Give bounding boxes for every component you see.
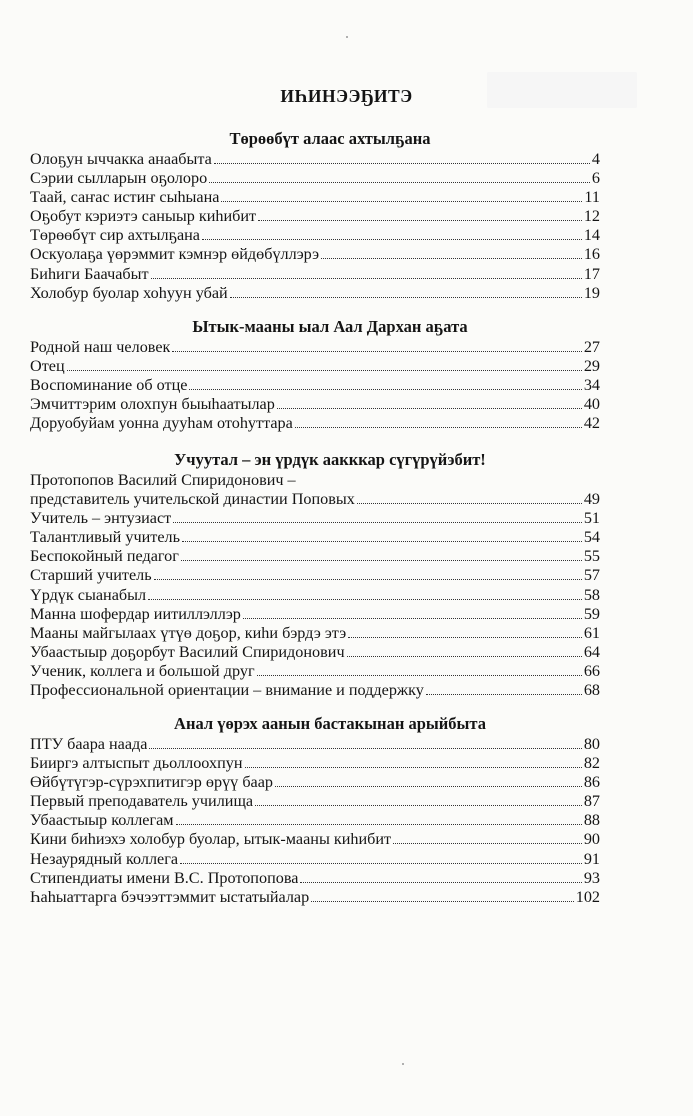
entry-page: 55 <box>583 547 600 566</box>
toc-entry[interactable] <box>30 888 600 907</box>
toc-entry[interactable] <box>30 226 600 245</box>
dot-leader <box>347 656 582 657</box>
entry-title: Эмчиттэрим олохпун быыһаатылар <box>30 395 275 414</box>
entry-title: Манна шофердар иитиллэллэр <box>30 604 241 623</box>
section-heading: Учуутал – эн үрдүк аакккар сүгүрүйэбит! <box>174 450 486 469</box>
entry-page: 80 <box>583 735 600 753</box>
toc-entry[interactable] <box>30 284 600 303</box>
toc-entry[interactable] <box>30 869 600 888</box>
entry-page: 27 <box>583 338 600 356</box>
entry-title: Сэрии сылларын оҕолоро <box>30 169 208 188</box>
toc-entry[interactable] <box>30 681 600 700</box>
toc-entry[interactable] <box>30 830 600 849</box>
entry-page: 88 <box>583 811 600 830</box>
entry-title: Һаһыаттарга бэчээттэммит ыстатыйалар <box>30 887 310 906</box>
toc-entry[interactable] <box>30 169 600 188</box>
dot-leader <box>357 503 582 504</box>
dot-leader <box>348 637 582 638</box>
entry-page: 86 <box>583 773 600 792</box>
toc-entry[interactable] <box>30 605 600 624</box>
entry-title: Стипендиаты имени В.С. Протопопова <box>30 868 299 887</box>
entry-title: Таай, саҥас истиҥ сыһыана <box>30 188 220 207</box>
dot-leader <box>149 748 581 749</box>
toc-entry[interactable] <box>30 528 600 547</box>
dot-leader <box>189 389 581 390</box>
scan-dot <box>346 36 348 38</box>
entry-title: Воспоминание об отце <box>30 376 188 395</box>
entry-title: Оҕобут кэриэтэ саныыр киһибит <box>30 207 257 226</box>
toc-entry[interactable] <box>30 547 600 566</box>
toc-entry[interactable] <box>30 338 600 357</box>
dot-leader <box>209 182 590 183</box>
dot-leader <box>300 882 581 883</box>
entry-page: 102 <box>575 887 600 906</box>
dot-leader <box>173 522 582 523</box>
page-title: ИҺИНЭЭҔИТЭ <box>280 86 413 106</box>
entry-page: 93 <box>583 868 600 887</box>
dot-leader <box>295 427 582 428</box>
entry-title: Биһиги Баачабыт <box>30 264 149 283</box>
toc-entry[interactable] <box>30 662 600 681</box>
entry-title: Олоҕун ыччакка анаабыта <box>30 150 212 168</box>
toc-entry[interactable] <box>30 150 600 169</box>
toc-entry[interactable] <box>30 376 600 395</box>
entry-title: Ученик, коллега и большой друг <box>30 661 255 680</box>
dot-leader <box>181 560 582 561</box>
dot-leader <box>258 220 582 221</box>
toc-entry[interactable] <box>30 509 600 528</box>
dot-leader <box>255 805 582 806</box>
dot-leader <box>214 163 590 164</box>
entry-page: 58 <box>583 585 600 604</box>
entry-page: 64 <box>583 642 600 661</box>
dot-leader <box>67 370 582 371</box>
entry-page: 90 <box>583 830 600 849</box>
entry-page: 61 <box>583 623 600 642</box>
entry-title: Отец <box>30 357 65 376</box>
entry-title: Үрдүк сыанабыл <box>30 585 147 604</box>
entry-title: Мааны майгылаах үтүө доҕор, киһи бэрдэ этэ <box>30 623 347 642</box>
entry-title: Родной наш человек <box>30 338 171 356</box>
entry-title: Беспокойный педагог <box>30 547 179 566</box>
entry-page: 68 <box>583 681 600 700</box>
dot-leader <box>230 297 582 298</box>
toc-entry[interactable] <box>30 207 600 226</box>
toc-entry[interactable] <box>30 265 600 284</box>
dot-leader <box>393 843 582 844</box>
entry-title: Профессиональной ориентации – внимание и поддержку <box>30 681 424 700</box>
toc-entry[interactable] <box>30 490 600 509</box>
entry-page: 91 <box>583 849 600 868</box>
toc-section-2 <box>30 316 600 433</box>
entry-page: 40 <box>583 395 600 414</box>
entry-page: 16 <box>583 245 600 264</box>
toc-entry[interactable] <box>30 188 600 207</box>
entry-title: Доруобуйам уонна дууһам отоһуттара <box>30 414 293 433</box>
entry-title: Незаурядный коллега <box>30 849 179 868</box>
dot-leader <box>180 863 582 864</box>
section-heading: Анал үөрэх аанын бастакынан арыйбыта <box>174 714 486 733</box>
entry-title: Учитель – энтузиаст <box>30 509 172 528</box>
entry-page: 17 <box>583 264 600 283</box>
entry-page: 6 <box>591 169 600 188</box>
dot-leader <box>277 408 582 409</box>
toc-entry[interactable] <box>30 624 600 643</box>
entry-title: Протопопов Василий Спиридонович – <box>30 471 296 489</box>
entry-page: 87 <box>583 792 600 811</box>
scan-dot <box>402 1063 404 1065</box>
entry-page: 54 <box>583 528 600 547</box>
entry-title: Кини биһиэхэ холобур буолар, ытык-мааны киһибит <box>30 830 392 849</box>
entry-title: Холобур буолар хоһуун убай <box>30 283 228 302</box>
dot-leader <box>151 278 582 279</box>
dot-leader <box>275 786 582 787</box>
entry-title: Убаастыыр коллегам <box>30 811 174 830</box>
entry-title: Өйбүтүгэр-сүрэхпитигэр өрүү баар <box>30 773 274 792</box>
toc-entry[interactable] <box>30 245 600 264</box>
dot-leader <box>154 579 582 580</box>
toc-entry[interactable] <box>30 643 600 662</box>
entry-page: 34 <box>583 376 600 395</box>
dot-leader <box>182 541 582 542</box>
dot-leader <box>221 201 582 202</box>
entry-page: 66 <box>583 661 600 680</box>
dot-leader <box>172 351 581 352</box>
dot-leader <box>257 675 582 676</box>
section-heading: Ытык-мааны ыал Аал Дархан аҕата <box>192 317 468 336</box>
toc-entry[interactable] <box>30 566 600 585</box>
entry-page: 59 <box>583 604 600 623</box>
toc-section-3 <box>30 449 600 700</box>
dot-leader <box>243 618 582 619</box>
dot-leader <box>311 901 574 902</box>
entry-title: Первый преподаватель училища <box>30 792 254 811</box>
entry-page: 57 <box>583 566 600 585</box>
entry-page: 29 <box>583 357 600 376</box>
entry-title: Старший учитель <box>30 566 152 585</box>
entry-page: 49 <box>583 490 600 509</box>
entry-page: 82 <box>583 754 600 773</box>
dot-leader <box>245 767 582 768</box>
toc-section-1 <box>30 128 600 303</box>
entry-title: представитель учительской династии Поповых <box>30 490 355 509</box>
toc-entry[interactable] <box>30 414 600 433</box>
toc-entry[interactable] <box>30 850 600 869</box>
toc-entry[interactable] <box>30 773 600 792</box>
dot-leader <box>426 694 582 695</box>
dot-leader <box>202 239 582 240</box>
toc-entry-line1[interactable] <box>30 471 600 490</box>
entry-title: ПТУ баара наада <box>30 735 148 753</box>
toc-section-4 <box>30 713 600 907</box>
toc-entry[interactable] <box>30 395 600 414</box>
entry-page: 12 <box>583 207 600 226</box>
entry-title: Талантливый учитель <box>30 528 180 547</box>
dot-leader <box>321 258 582 259</box>
dot-leader <box>176 824 582 825</box>
entry-page: 14 <box>583 226 600 245</box>
entry-page: 42 <box>583 414 600 433</box>
dot-leader <box>148 599 582 600</box>
toc-entry[interactable] <box>30 792 600 811</box>
entry-page: 11 <box>584 188 600 207</box>
toc-entry[interactable] <box>30 735 600 754</box>
section-heading: Төрөөбүт алаас ахтылҕана <box>229 129 431 148</box>
toc-entry[interactable] <box>30 811 600 830</box>
toc-entry[interactable] <box>30 357 600 376</box>
toc-entry[interactable] <box>30 586 600 605</box>
entry-page: 51 <box>583 509 600 528</box>
toc-entry[interactable] <box>30 754 600 773</box>
entry-title: Убаастыыр доҕорбут Василий Спиридонович <box>30 642 345 661</box>
entry-page: 19 <box>583 283 600 302</box>
entry-page: 4 <box>591 150 600 168</box>
entry-title: Төрөөбүт сир ахтылҕана <box>30 226 200 245</box>
entry-title: Оскуолаҕа үөрэммит кэмнэр өйдөбүллэрэ <box>30 245 320 264</box>
entry-title: Бииргэ алтыспыт дьоллоохпун <box>30 754 243 773</box>
